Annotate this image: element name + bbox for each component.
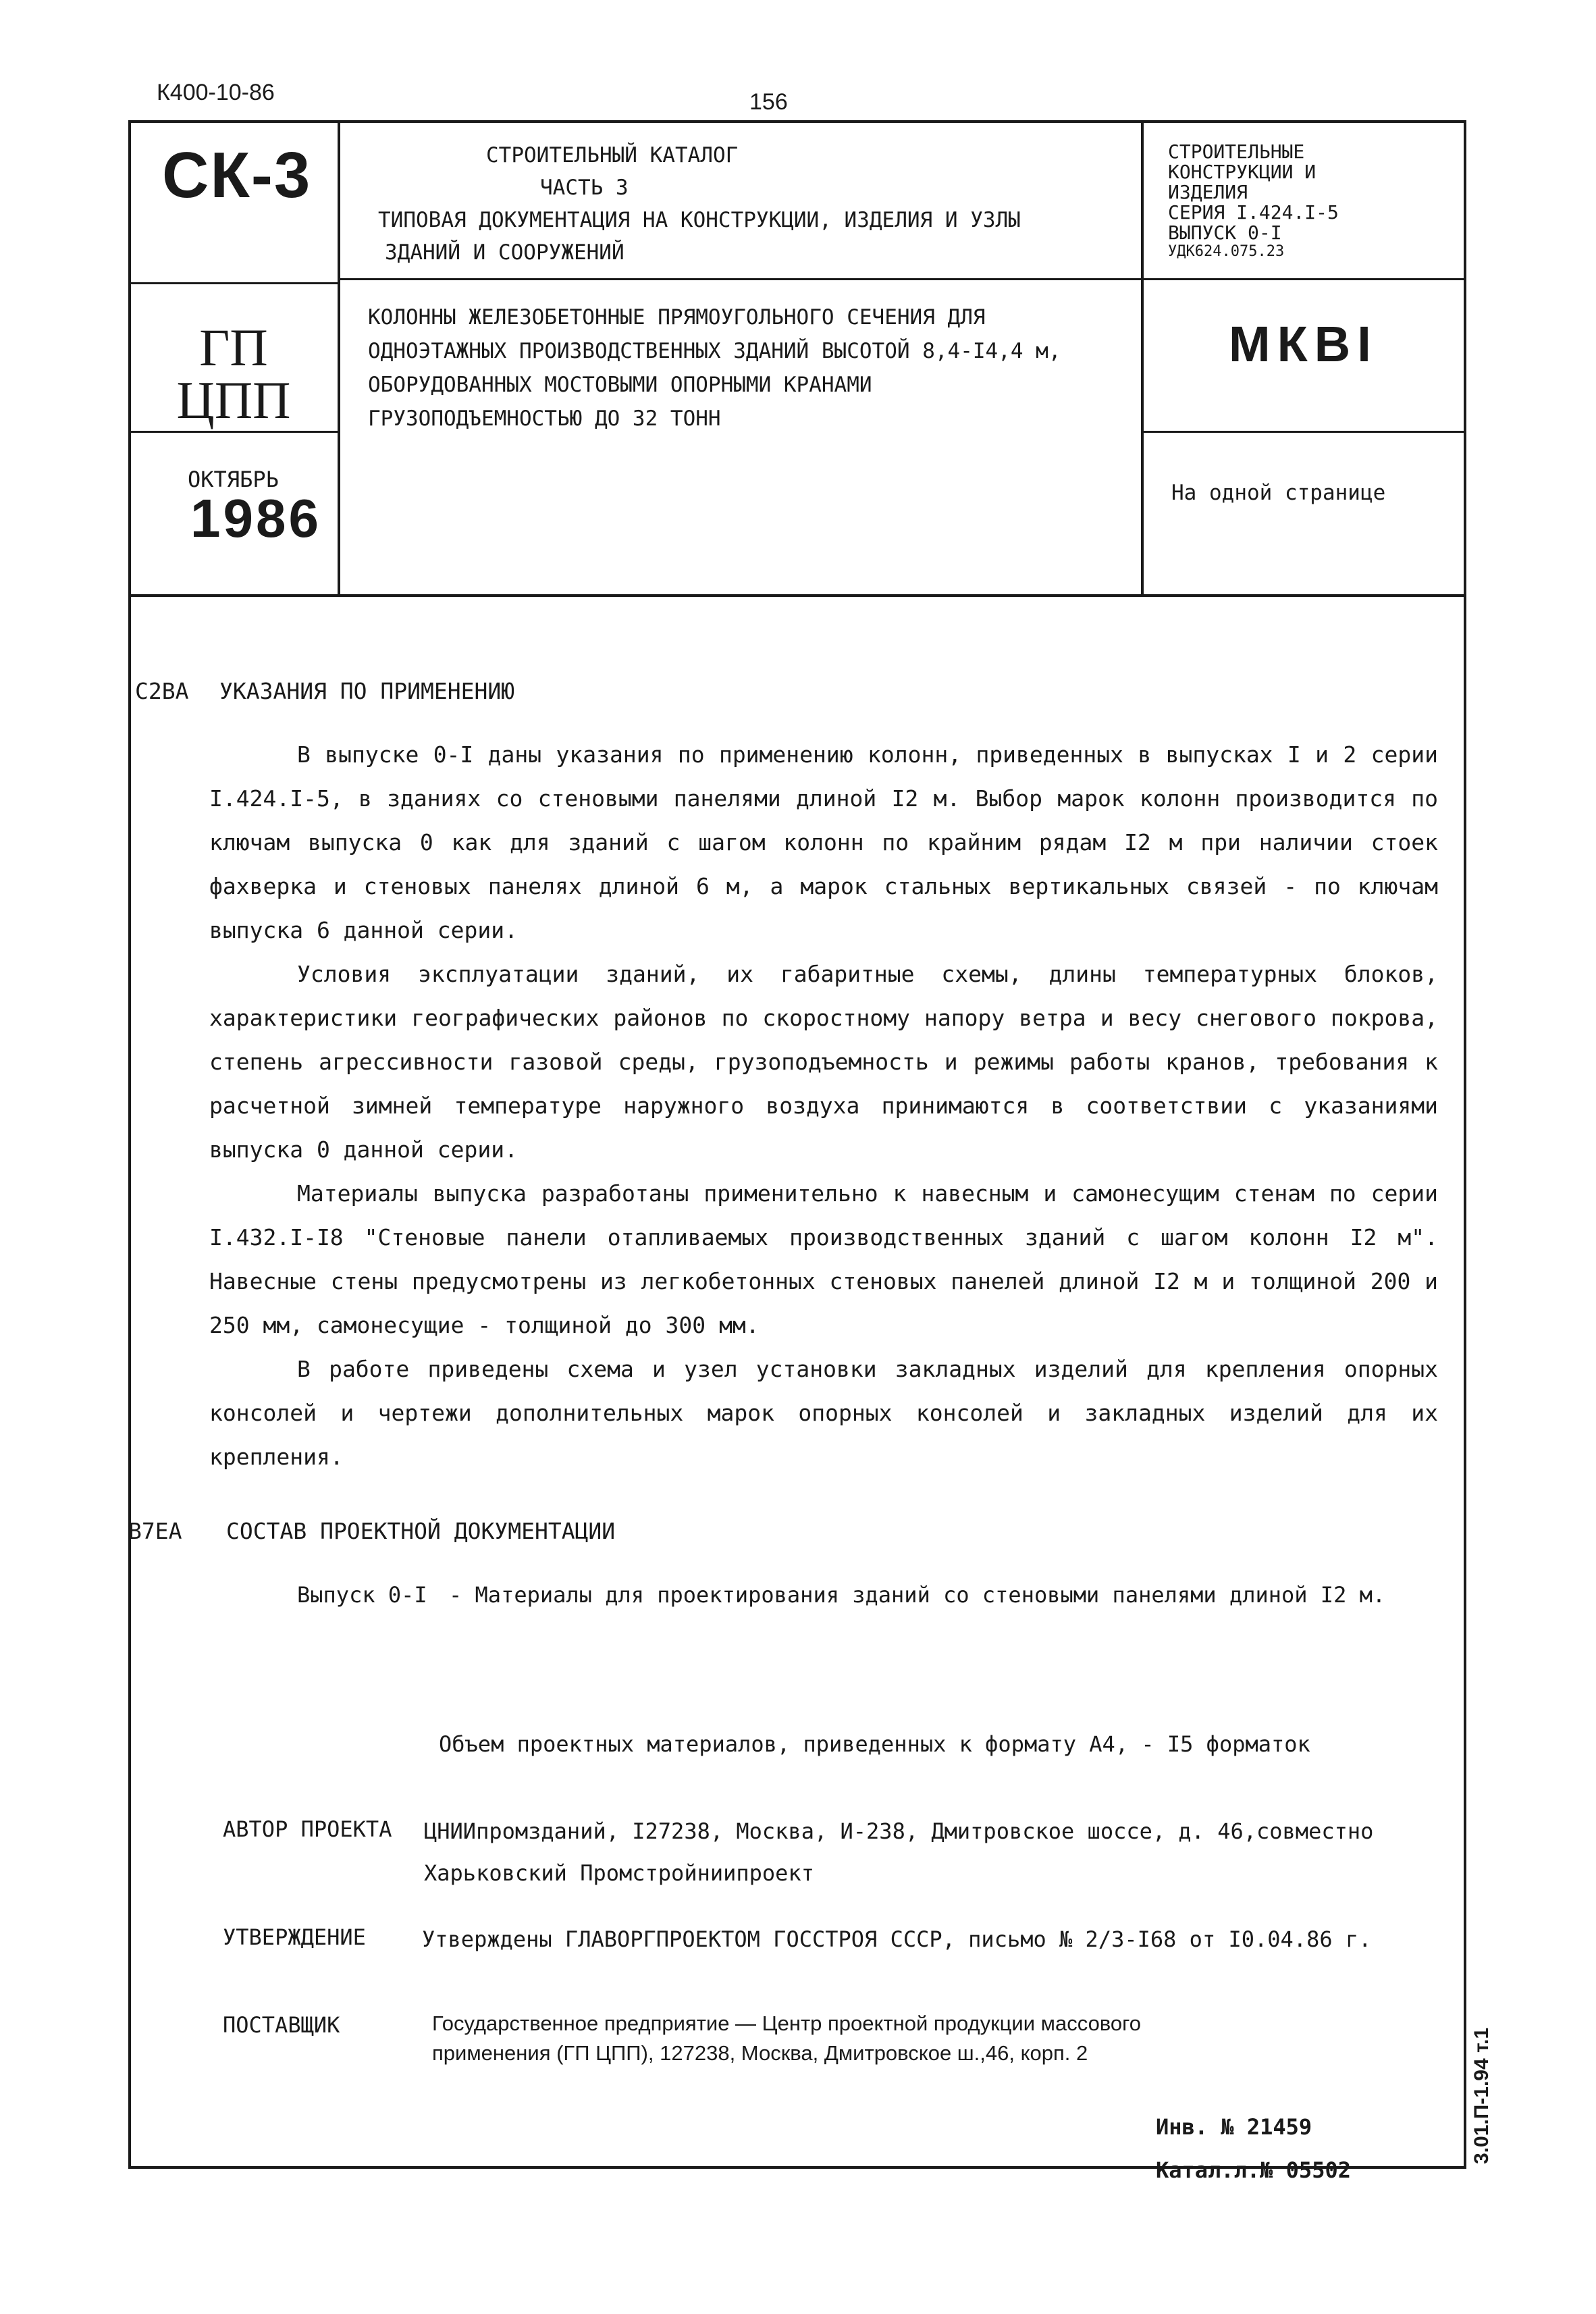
section1-title: УКАЗАНИЯ ПО ПРИМЕНЕНИЮ <box>219 678 515 704</box>
header-divider-right <box>1141 122 1144 594</box>
catalog-line-4: ЗДАНИЙ И СООРУЖЕНИЙ <box>385 240 624 265</box>
section1-body <box>209 733 1438 1479</box>
issue-text: - Материалы для проектирования зданий со стеновыми панелями длиной I2 м. <box>449 1582 1386 1608</box>
section1-paragraph: В выпуске 0-I даны указания по применению колонн, приведенных в выпусках I и 2 серии I.424.I-5, в зданиях со стеновыми панелями длиной I2 м. Выбор марок колонн производится по ключам выпуска 0 как для зданий с шагом колонн по крайним рядам I2 м при наличии стоек фахверка и стеновых панелях длиной 6 м, а марок стальных вертикальных связей - по ключам выпуска 6 данной серии. <box>209 741 1438 943</box>
header-row1-right-line <box>1142 278 1466 280</box>
pages-note: На одной странице <box>1171 481 1386 505</box>
author-label: АВТОР ПРОЕКТА <box>223 1816 392 1842</box>
issue-year: 1986 <box>190 488 321 548</box>
title-line-2: ОДНОЭТАЖНЫХ ПРОИЗВОДСТВЕННЫХ ЗДАНИЙ ВЫСОТОЙ 8,4-I4,4 м, <box>368 339 1061 363</box>
document-code: К400-10-86 <box>157 80 275 105</box>
org-gp: ГП <box>199 318 268 377</box>
series-line-3: ИЗДЕЛИЯ <box>1168 181 1248 203</box>
org-cpp: ЦПП <box>176 371 291 429</box>
section1-code: С2ВА <box>135 678 189 704</box>
series-line-1: СТРОИТЕЛЬНЫЕ <box>1168 140 1305 163</box>
header-row2-left-line <box>128 431 339 433</box>
header-bottom-line <box>128 594 1466 597</box>
series-line-4: СЕРИЯ I.424.I-5 <box>1168 201 1339 223</box>
product-mark: МКВI <box>1229 316 1378 372</box>
section2-title: СОСТАВ ПРОЕКТНОЙ ДОКУМЕНТАЦИИ <box>226 1518 616 1544</box>
issue-label: Выпуск 0-I <box>297 1582 427 1608</box>
volume-text: Объем проектных материалов, приведенных к формату А4, - I5 форматок <box>439 1731 1310 1757</box>
supplier-line-2: применения (ГП ЦПП), 127238, Москва, Дмитровское ш.,46, корп. 2 <box>432 2041 1088 2065</box>
section1-paragraph: Материалы выпуска разработаны применительно к навесным и самонесущим стенам по серии I.432.I-I8 "Стеновые панели отапливаемых производственных зданий с шагом колонн I2 м". Навесные стены предусмотрены из легкобетонных стеновых панелей длиной I2 м и толщиной 200 и 250 мм, самонесущие - толщиной до 300 мм. <box>209 1180 1438 1338</box>
supplier-label: ПОСТАВЩИК <box>223 2012 340 2038</box>
title-line-4: ГРУЗОПОДЪЕМНОСТЬЮ ДО 32 ТОНН <box>368 406 721 431</box>
header-row1-left-line <box>128 282 339 284</box>
series-line-6: УДК624.075.23 <box>1168 243 1285 260</box>
issue-month: ОКТЯБРЬ <box>188 467 279 492</box>
series-line-5: ВЫПУСК 0-I <box>1168 221 1282 244</box>
header-row2-right-line <box>1142 431 1466 433</box>
approval-label: УТВЕРЖДЕНИЕ <box>223 1924 366 1950</box>
catalog-line-2: ЧАСТЬ 3 <box>540 176 629 200</box>
catalog-code-ck: СК-3 <box>162 139 312 211</box>
inventory-number: Инв. № 21459 <box>1156 2114 1312 2140</box>
header-row1-mid-line <box>339 278 1142 280</box>
author-line-2: Харьковский Промстройниипроект <box>424 1860 814 1886</box>
title-line-1: КОЛОННЫ ЖЕЛЕЗОБЕТОННЫЕ ПРЯМОУГОЛЬНОГО СЕЧЕНИЯ ДЛЯ <box>368 305 986 330</box>
side-code: 3.01.П-1.94 т.1 <box>1470 2027 1493 2164</box>
section2-code: В7ЕА <box>128 1518 182 1544</box>
author-line-1: ЦНИИпромзданий, I27238, Москва, И-238, Дмитровское шоссе, д. 46,совместно <box>424 1818 1374 1844</box>
title-line-3: ОБОРУДОВАННЫХ МОСТОВЫМИ ОПОРНЫМИ КРАНАМИ <box>368 373 872 397</box>
catalog-line-3: ТИПОВАЯ ДОКУМЕНТАЦИЯ НА КОНСТРУКЦИИ, ИЗДЕЛИЯ И УЗЛЫ <box>378 208 1021 232</box>
catalog-sheet-number: Катал.л.№ 05502 <box>1156 2157 1351 2183</box>
catalog-line-1: СТРОИТЕЛЬНЫЙ КАТАЛОГ <box>486 143 739 167</box>
section1-paragraph: Условия эксплуатации зданий, их габаритные схемы, длины температурных блоков, характеристики географических районов по скоростному напору ветра и весу снегового покрова, степень агрессивности газовой среды, грузоподъемность и режимы работы кранов, требования к расчетной зимней температуре наружного воздуха принимаются в соответствии с указаниями выпуска 0 данной серии. <box>209 961 1438 1163</box>
section1-paragraph: В работе приведены схема и узел установки закладных изделий для крепления опорных консолей и чертежи дополнительных марок опорных консолей и закладных изделий для их крепления. <box>209 1356 1438 1470</box>
approval-text: Утверждены ГЛАВОРГПРОЕКТОМ ГОССТРОЯ СССР, письмо № 2/3-I68 от I0.04.86 г. <box>422 1926 1372 1952</box>
supplier-line-1: Государственное предприятие — Центр проектной продукции массового <box>432 2011 1142 2035</box>
series-line-2: КОНСТРУКЦИИ И <box>1168 161 1316 183</box>
page-number: 156 <box>749 89 788 115</box>
